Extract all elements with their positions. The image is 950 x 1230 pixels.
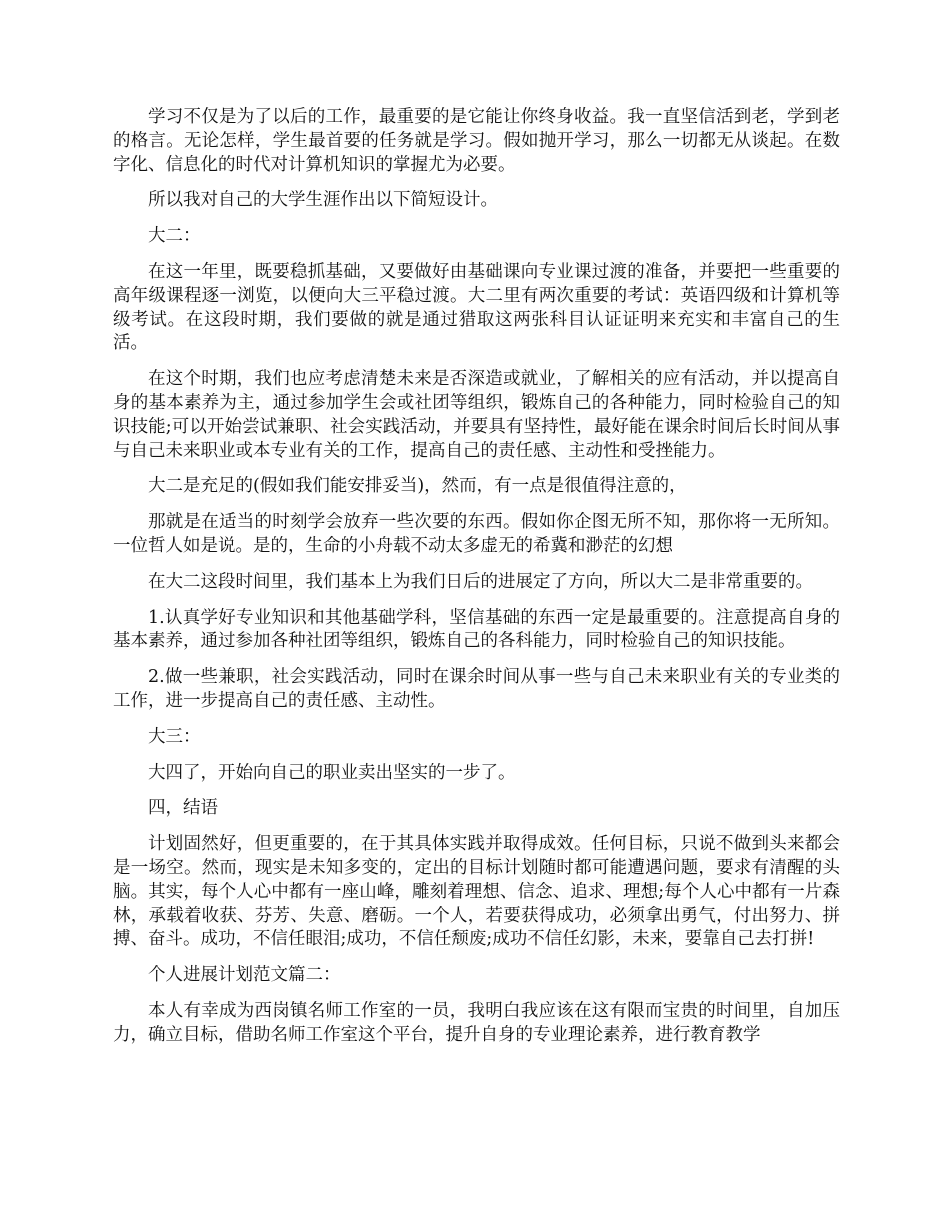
paragraph-2: 所以我对自己的大学生涯作出以下简短设计。 [148, 190, 498, 211]
paragraph-4: 在这个时期，我们也应考虑清楚未来是否深造或就业，了解相关的应有活动，并以提高自身的基本素养为主，通过参加学生会或社团等组织，锻炼自己的各种能力，同时检验自己的知识技能;可以开始尝试兼职、社会实践活动，并要具有坚持性，最好能在课余时间后长时间从事与自己未来职业或本专业有关的工作，提高自己的责任感、主动性和受挫能力。 [113, 369, 840, 461]
list-item-2: 2.做一些兼职，社会实践活动，同时在课余时间从事一些与自己未来职业有关的专业类的工作，进一步提高自己的责任感、主动性。 [113, 667, 840, 711]
heading-year-three: 大三： [148, 726, 201, 747]
paragraph-6: 那就是在适当的时刻学会放弃一些次要的东西。假如你企图无所不知，那你将一无所知。一位哲人如是说。是的，生命的小舟载不动太多虚无的希冀和渺茫的幻想 [113, 512, 840, 556]
list-item-1: 1.认真学好专业知识和其他基础学科，坚信基础的东西一定是最重要的。注意提高自身的基本素养，通过参加各种社团等组织，锻炼自己的各科能力，同时检验自己的知识技能。 [113, 607, 840, 652]
heading-year-two: 大二： [148, 226, 201, 247]
paragraph-1: 学习不仅是为了以后的工作，最重要的是它能让你终身收益。我一直坚信活到老，学到老的格言。无论怎样，学生最首要的任务就是学习。假如抛开学习，那么一切都无从谈起。在数字化、信息化的时代对计算机知识的掌握尤为必要。 [113, 107, 840, 175]
paragraph-3: 在这一年里，既要稳抓基础，又要做好由基础课向专业课过渡的准备，并要把一些重要的高年级课程逐一浏览，以便向大三平稳过渡。大二里有两次重要的考试：英语四级和计算机等级考试。在这段时期，我们要做的就是通过猎取这两张科目认证证明来充实和丰富自己的生活。 [113, 261, 840, 354]
heading-sample-two: 个人进展计划范文篇二： [148, 965, 341, 986]
document-page [113, 106, 840, 1060]
paragraph-8: 大四了，开始向自己的职业卖出坚实的一步了。 [148, 762, 516, 783]
paragraph-9: 计划固然好，但更重要的，在于其具体实践并取得成效。任何目标，只说不做到头来都会是一场空。然而，现实是未知多变的，定出的目标计划随时都可能遭遇问题，要求有清醒的头脑。其实，每个人心中都有一座山峰，雕刻着理想、信念、追求、理想;每个人心中都有一片森林，承载着收获、芬芳、失意、磨砺。一个人，若要获得成功，必须拿出勇气，付出努力、拼搏、奋斗。成功，不信任眼泪;成功，不信任颓废;成功不信任幻影，未来，要靠自己去打拼! [113, 834, 840, 950]
heading-conclusion: 四，结语 [148, 798, 218, 819]
paragraph-7: 在大二这段时间里，我们基本上为我们日后的进展定了方向，所以大二是非常重要的。 [148, 571, 813, 592]
paragraph-5: 大二是充足的(假如我们能安排妥当)，然而，有一点是很值得注意的， [148, 476, 687, 497]
paragraph-10: 本人有幸成为西岗镇名师工作室的一员，我明白我应该在这有限而宝贵的时间里，自加压力，确立目标，借助名师工作室这个平台，提升自身的专业理论素养，进行教育教学 [113, 1000, 840, 1045]
